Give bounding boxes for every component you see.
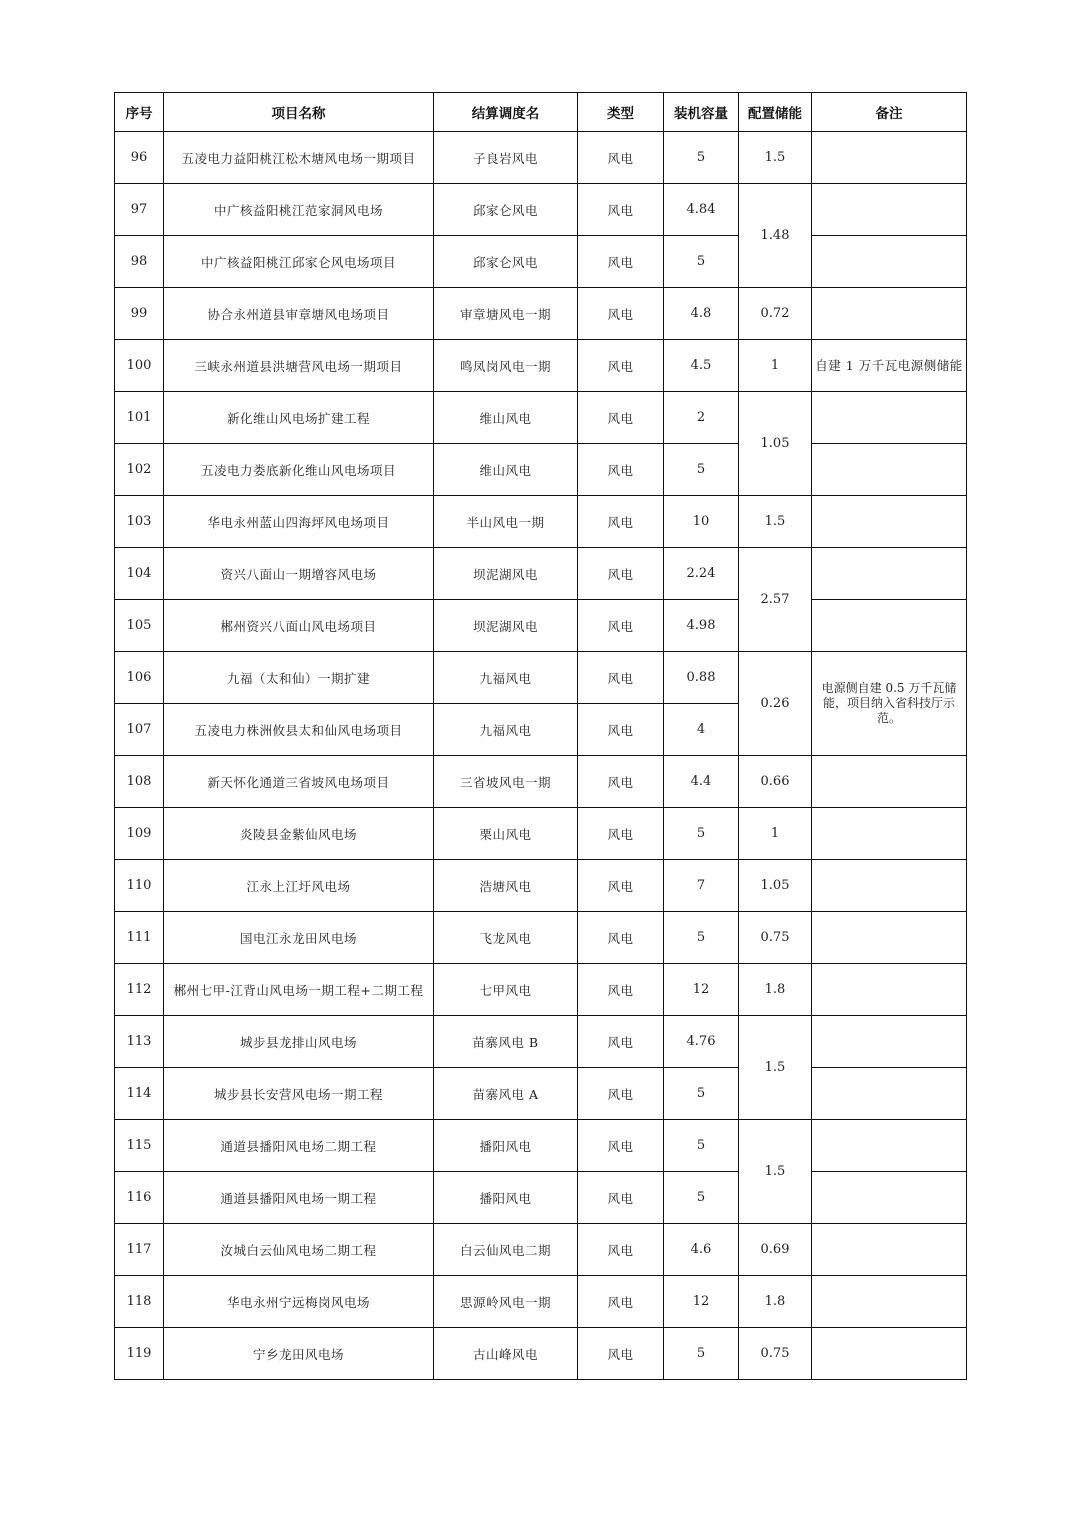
row-remarks: 自建 1 万千瓦电源侧储能 bbox=[812, 340, 967, 392]
row-type: 风电 bbox=[578, 132, 664, 184]
row-serial-no: 112 bbox=[115, 964, 164, 1016]
row-storage: 1.48 bbox=[739, 184, 812, 288]
row-type: 风电 bbox=[578, 1328, 664, 1380]
row-capacity: 4.5 bbox=[664, 340, 739, 392]
row-dispatch-name: 九福风电 bbox=[434, 652, 578, 704]
row-remarks bbox=[812, 1120, 967, 1172]
table-row bbox=[115, 1224, 967, 1276]
row-type: 风电 bbox=[578, 912, 664, 964]
row-remarks bbox=[812, 184, 967, 236]
row-capacity: 7 bbox=[664, 860, 739, 912]
row-capacity: 5 bbox=[664, 808, 739, 860]
row-storage: 1.05 bbox=[739, 392, 812, 496]
row-capacity: 12 bbox=[664, 964, 739, 1016]
row-capacity: 4.8 bbox=[664, 288, 739, 340]
table-row bbox=[115, 652, 967, 704]
row-dispatch-name: 浩塘风电 bbox=[434, 860, 578, 912]
table-row bbox=[115, 132, 967, 184]
row-remarks bbox=[812, 1172, 967, 1224]
table-row bbox=[115, 1120, 967, 1172]
row-remarks bbox=[812, 496, 967, 548]
row-remarks: 电源侧自建 0.5 万千瓦储能，项目纳入省科技厅示范。 bbox=[812, 652, 967, 756]
row-serial-no: 101 bbox=[115, 392, 164, 444]
row-project-name: 城步县长安营风电场一期工程 bbox=[164, 1068, 434, 1120]
row-serial-no: 98 bbox=[115, 236, 164, 288]
row-remarks bbox=[812, 756, 967, 808]
row-type: 风电 bbox=[578, 808, 664, 860]
row-remarks bbox=[812, 860, 967, 912]
row-dispatch-name: 七甲风电 bbox=[434, 964, 578, 1016]
row-type: 风电 bbox=[578, 496, 664, 548]
row-dispatch-name: 三省坡风电一期 bbox=[434, 756, 578, 808]
row-project-name: 通道县播阳风电场二期工程 bbox=[164, 1120, 434, 1172]
row-serial-no: 119 bbox=[115, 1328, 164, 1380]
row-dispatch-name: 古山峰风电 bbox=[434, 1328, 578, 1380]
row-project-name: 新天怀化通道三省坡风电场项目 bbox=[164, 756, 434, 808]
row-project-name: 五凌电力株洲攸县太和仙风电场项目 bbox=[164, 704, 434, 756]
header-dispatch-name: 结算调度名 bbox=[434, 93, 578, 132]
row-type: 风电 bbox=[578, 704, 664, 756]
row-type: 风电 bbox=[578, 964, 664, 1016]
row-capacity: 2 bbox=[664, 392, 739, 444]
row-storage: 1.05 bbox=[739, 860, 812, 912]
row-remarks bbox=[812, 1328, 967, 1380]
row-dispatch-name: 坝泥湖风电 bbox=[434, 600, 578, 652]
row-type: 风电 bbox=[578, 600, 664, 652]
row-dispatch-name: 维山风电 bbox=[434, 444, 578, 496]
row-dispatch-name: 坝泥湖风电 bbox=[434, 548, 578, 600]
row-capacity: 4.76 bbox=[664, 1016, 739, 1068]
row-capacity: 12 bbox=[664, 1276, 739, 1328]
table-row bbox=[115, 340, 967, 392]
row-remarks bbox=[812, 548, 967, 600]
row-capacity: 5 bbox=[664, 1328, 739, 1380]
row-serial-no: 97 bbox=[115, 184, 164, 236]
row-storage: 0.26 bbox=[739, 652, 812, 756]
table-row bbox=[115, 1276, 967, 1328]
row-remarks bbox=[812, 392, 967, 444]
row-dispatch-name: 子良岩风电 bbox=[434, 132, 578, 184]
row-project-name: 郴州七甲-江背山风电场一期工程+二期工程 bbox=[164, 964, 434, 1016]
row-dispatch-name: 飞龙风电 bbox=[434, 912, 578, 964]
row-serial-no: 117 bbox=[115, 1224, 164, 1276]
row-remarks bbox=[812, 808, 967, 860]
table-row bbox=[115, 756, 967, 808]
row-project-name: 国电江永龙田风电场 bbox=[164, 912, 434, 964]
row-storage: 1.5 bbox=[739, 1016, 812, 1120]
row-capacity: 5 bbox=[664, 1120, 739, 1172]
row-serial-no: 104 bbox=[115, 548, 164, 600]
row-remarks bbox=[812, 132, 967, 184]
row-serial-no: 108 bbox=[115, 756, 164, 808]
row-capacity: 5 bbox=[664, 132, 739, 184]
header-remarks: 备注 bbox=[812, 93, 967, 132]
table-row bbox=[115, 1016, 967, 1068]
row-storage: 1.5 bbox=[739, 1120, 812, 1224]
row-remarks bbox=[812, 444, 967, 496]
row-remarks bbox=[812, 1276, 967, 1328]
table-row bbox=[115, 444, 967, 496]
row-capacity: 4.84 bbox=[664, 184, 739, 236]
row-serial-no: 100 bbox=[115, 340, 164, 392]
row-capacity: 5 bbox=[664, 1172, 739, 1224]
row-dispatch-name: 苗寨风电 B bbox=[434, 1016, 578, 1068]
row-dispatch-name: 播阳风电 bbox=[434, 1120, 578, 1172]
row-dispatch-name: 半山风电一期 bbox=[434, 496, 578, 548]
table-row bbox=[115, 392, 967, 444]
row-project-name: 郴州资兴八面山风电场项目 bbox=[164, 600, 434, 652]
row-serial-no: 113 bbox=[115, 1016, 164, 1068]
row-storage: 2.57 bbox=[739, 548, 812, 652]
row-serial-no: 114 bbox=[115, 1068, 164, 1120]
row-type: 风电 bbox=[578, 236, 664, 288]
row-type: 风电 bbox=[578, 1224, 664, 1276]
table-row bbox=[115, 600, 967, 652]
row-capacity: 5 bbox=[664, 912, 739, 964]
row-serial-no: 107 bbox=[115, 704, 164, 756]
row-capacity: 5 bbox=[664, 1068, 739, 1120]
table-header-row bbox=[115, 93, 967, 132]
row-dispatch-name: 邱家仑风电 bbox=[434, 184, 578, 236]
header-storage: 配置储能 bbox=[739, 93, 812, 132]
row-storage: 0.66 bbox=[739, 756, 812, 808]
row-storage: 1 bbox=[739, 808, 812, 860]
row-serial-no: 111 bbox=[115, 912, 164, 964]
row-serial-no: 110 bbox=[115, 860, 164, 912]
row-remarks bbox=[812, 1224, 967, 1276]
row-project-name: 协合永州道县审章塘风电场项目 bbox=[164, 288, 434, 340]
row-dispatch-name: 白云仙风电二期 bbox=[434, 1224, 578, 1276]
row-remarks bbox=[812, 288, 967, 340]
row-project-name: 汝城白云仙风电场二期工程 bbox=[164, 1224, 434, 1276]
row-project-name: 资兴八面山一期增容风电场 bbox=[164, 548, 434, 600]
table-row bbox=[115, 808, 967, 860]
row-project-name: 华电永州宁远梅岗风电场 bbox=[164, 1276, 434, 1328]
row-project-name: 江永上江圩风电场 bbox=[164, 860, 434, 912]
row-type: 风电 bbox=[578, 1016, 664, 1068]
table-row bbox=[115, 860, 967, 912]
row-remarks bbox=[812, 236, 967, 288]
row-storage: 1.8 bbox=[739, 964, 812, 1016]
row-serial-no: 118 bbox=[115, 1276, 164, 1328]
table-row bbox=[115, 548, 967, 600]
row-project-name: 城步县龙排山风电场 bbox=[164, 1016, 434, 1068]
row-capacity: 4 bbox=[664, 704, 739, 756]
table-row bbox=[115, 496, 967, 548]
table-row bbox=[115, 912, 967, 964]
row-type: 风电 bbox=[578, 756, 664, 808]
row-serial-no: 99 bbox=[115, 288, 164, 340]
row-type: 风电 bbox=[578, 184, 664, 236]
row-serial-no: 106 bbox=[115, 652, 164, 704]
header-type: 类型 bbox=[578, 93, 664, 132]
row-capacity: 5 bbox=[664, 444, 739, 496]
row-dispatch-name: 鸣凤岗风电一期 bbox=[434, 340, 578, 392]
row-capacity: 2.24 bbox=[664, 548, 739, 600]
row-storage: 0.69 bbox=[739, 1224, 812, 1276]
row-storage: 0.75 bbox=[739, 1328, 812, 1380]
row-project-name: 五凌电力娄底新化维山风电场项目 bbox=[164, 444, 434, 496]
row-dispatch-name: 维山风电 bbox=[434, 392, 578, 444]
row-type: 风电 bbox=[578, 548, 664, 600]
row-serial-no: 105 bbox=[115, 600, 164, 652]
row-project-name: 炎陵县金紫仙风电场 bbox=[164, 808, 434, 860]
project-storage-table bbox=[114, 92, 967, 1380]
row-type: 风电 bbox=[578, 1172, 664, 1224]
row-type: 风电 bbox=[578, 652, 664, 704]
row-project-name: 通道县播阳风电场一期工程 bbox=[164, 1172, 434, 1224]
row-type: 风电 bbox=[578, 340, 664, 392]
table-row bbox=[115, 964, 967, 1016]
row-storage: 1.8 bbox=[739, 1276, 812, 1328]
row-project-name: 华电永州蓝山四海坪风电场项目 bbox=[164, 496, 434, 548]
row-serial-no: 102 bbox=[115, 444, 164, 496]
row-capacity: 0.88 bbox=[664, 652, 739, 704]
row-serial-no: 103 bbox=[115, 496, 164, 548]
row-storage: 0.75 bbox=[739, 912, 812, 964]
row-dispatch-name: 邱家仑风电 bbox=[434, 236, 578, 288]
table-row bbox=[115, 184, 967, 236]
header-project-name: 项目名称 bbox=[164, 93, 434, 132]
table-row bbox=[115, 1328, 967, 1380]
row-remarks bbox=[812, 912, 967, 964]
row-capacity: 4.98 bbox=[664, 600, 739, 652]
row-remarks bbox=[812, 964, 967, 1016]
row-project-name: 三峡永州道县洪塘营风电场一期项目 bbox=[164, 340, 434, 392]
row-capacity: 10 bbox=[664, 496, 739, 548]
header-serial-no: 序号 bbox=[115, 93, 164, 132]
row-type: 风电 bbox=[578, 444, 664, 496]
row-project-name: 中广核益阳桃江范家洞风电场 bbox=[164, 184, 434, 236]
row-capacity: 5 bbox=[664, 236, 739, 288]
table-row bbox=[115, 288, 967, 340]
row-storage: 1.5 bbox=[739, 132, 812, 184]
table-row bbox=[115, 236, 967, 288]
header-capacity: 装机容量 bbox=[664, 93, 739, 132]
row-remarks bbox=[812, 1016, 967, 1068]
row-project-name: 九福（太和仙）一期扩建 bbox=[164, 652, 434, 704]
row-storage: 1 bbox=[739, 340, 812, 392]
row-project-name: 五凌电力益阳桃江松木塘风电场一期项目 bbox=[164, 132, 434, 184]
row-dispatch-name: 审章塘风电一期 bbox=[434, 288, 578, 340]
row-remarks bbox=[812, 1068, 967, 1120]
row-project-name: 新化维山风电场扩建工程 bbox=[164, 392, 434, 444]
table-row bbox=[115, 1068, 967, 1120]
row-type: 风电 bbox=[578, 288, 664, 340]
row-dispatch-name: 思源岭风电一期 bbox=[434, 1276, 578, 1328]
row-serial-no: 109 bbox=[115, 808, 164, 860]
row-storage: 1.5 bbox=[739, 496, 812, 548]
row-type: 风电 bbox=[578, 860, 664, 912]
row-remarks bbox=[812, 600, 967, 652]
row-serial-no: 116 bbox=[115, 1172, 164, 1224]
row-dispatch-name: 栗山风电 bbox=[434, 808, 578, 860]
row-project-name: 中广核益阳桃江邱家仑风电场项目 bbox=[164, 236, 434, 288]
row-dispatch-name: 播阳风电 bbox=[434, 1172, 578, 1224]
table-row bbox=[115, 1172, 967, 1224]
row-type: 风电 bbox=[578, 1276, 664, 1328]
row-project-name: 宁乡龙田风电场 bbox=[164, 1328, 434, 1380]
row-type: 风电 bbox=[578, 392, 664, 444]
row-dispatch-name: 九福风电 bbox=[434, 704, 578, 756]
row-type: 风电 bbox=[578, 1120, 664, 1172]
row-storage: 0.72 bbox=[739, 288, 812, 340]
row-capacity: 4.4 bbox=[664, 756, 739, 808]
row-type: 风电 bbox=[578, 1068, 664, 1120]
row-dispatch-name: 苗寨风电 A bbox=[434, 1068, 578, 1120]
row-capacity: 4.6 bbox=[664, 1224, 739, 1276]
row-serial-no: 96 bbox=[115, 132, 164, 184]
row-serial-no: 115 bbox=[115, 1120, 164, 1172]
